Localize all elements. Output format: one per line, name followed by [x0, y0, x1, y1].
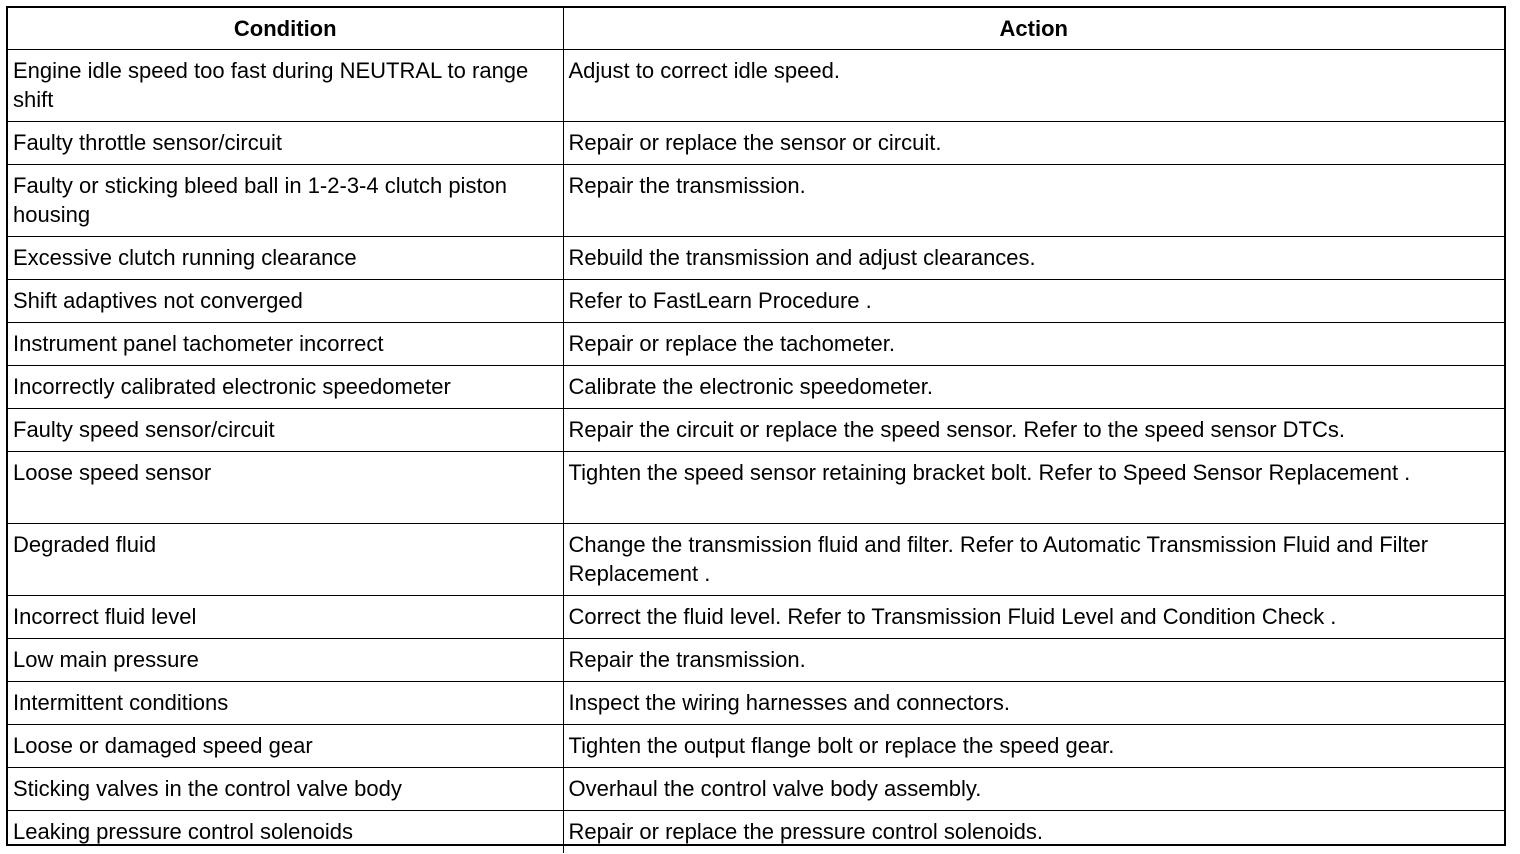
- table-row: [8, 49, 1504, 121]
- action-cell: Refer to FastLearn Procedure .: [563, 279, 1504, 322]
- action-cell: Overhaul the control valve body assembly.: [563, 767, 1504, 810]
- action-cell: Rebuild the transmission and adjust clearances.: [563, 236, 1504, 279]
- condition-cell: Low main pressure: [8, 638, 563, 681]
- action-cell: Repair or replace the pressure control solenoids.: [563, 810, 1504, 853]
- condition-cell: Sticking valves in the control valve body: [8, 767, 563, 810]
- condition-cell: Loose speed sensor: [8, 451, 563, 523]
- condition-cell: Intermittent conditions: [8, 681, 563, 724]
- table-body: [8, 49, 1504, 853]
- table-row: [8, 724, 1504, 767]
- action-cell: Calibrate the electronic speedometer.: [563, 365, 1504, 408]
- condition-cell: Incorrectly calibrated electronic speedometer: [8, 365, 563, 408]
- table-row: [8, 279, 1504, 322]
- action-cell: Change the transmission fluid and filter. Refer to Automatic Transmission Fluid and Filter Replacement .: [563, 523, 1504, 595]
- action-cell: Repair the circuit or replace the speed sensor. Refer to the speed sensor DTCs.: [563, 408, 1504, 451]
- condition-cell: Incorrect fluid level: [8, 595, 563, 638]
- table-row: [8, 365, 1504, 408]
- condition-cell: Loose or damaged speed gear: [8, 724, 563, 767]
- table-row: [8, 638, 1504, 681]
- table-row: [8, 523, 1504, 595]
- condition-cell: Degraded fluid: [8, 523, 563, 595]
- table-header-row: [8, 8, 1504, 49]
- table-row: [8, 408, 1504, 451]
- table-row: [8, 236, 1504, 279]
- table-row: [8, 121, 1504, 164]
- condition-cell: Shift adaptives not converged: [8, 279, 563, 322]
- table-row: [8, 595, 1504, 638]
- table-row: [8, 681, 1504, 724]
- table-row: [8, 451, 1504, 523]
- table-row: [8, 322, 1504, 365]
- table-row: [8, 810, 1504, 853]
- action-cell: Repair the transmission.: [563, 164, 1504, 236]
- condition-cell: Leaking pressure control solenoids: [8, 810, 563, 853]
- condition-cell: Excessive clutch running clearance: [8, 236, 563, 279]
- condition-cell: Engine idle speed too fast during NEUTRAL to range shift: [8, 49, 563, 121]
- action-cell: Tighten the speed sensor retaining bracket bolt. Refer to Speed Sensor Replacement .: [563, 451, 1504, 523]
- condition-action-table: [8, 8, 1504, 853]
- action-cell: Correct the fluid level. Refer to Transmission Fluid Level and Condition Check .: [563, 595, 1504, 638]
- action-cell: Tighten the output flange bolt or replace the speed gear.: [563, 724, 1504, 767]
- action-cell: Inspect the wiring harnesses and connectors.: [563, 681, 1504, 724]
- action-cell: Repair or replace the tachometer.: [563, 322, 1504, 365]
- header-action: Action: [563, 8, 1504, 49]
- table-row: [8, 767, 1504, 810]
- condition-cell: Faulty throttle sensor/circuit: [8, 121, 563, 164]
- condition-cell: Faulty or sticking bleed ball in 1-2-3-4 clutch piston housing: [8, 164, 563, 236]
- condition-cell: Instrument panel tachometer incorrect: [8, 322, 563, 365]
- condition-action-table-container: [6, 6, 1506, 846]
- action-cell: Adjust to correct idle speed.: [563, 49, 1504, 121]
- action-cell: Repair or replace the sensor or circuit.: [563, 121, 1504, 164]
- action-cell: Repair the transmission.: [563, 638, 1504, 681]
- condition-cell: Faulty speed sensor/circuit: [8, 408, 563, 451]
- header-condition: Condition: [8, 8, 563, 49]
- table-row: [8, 164, 1504, 236]
